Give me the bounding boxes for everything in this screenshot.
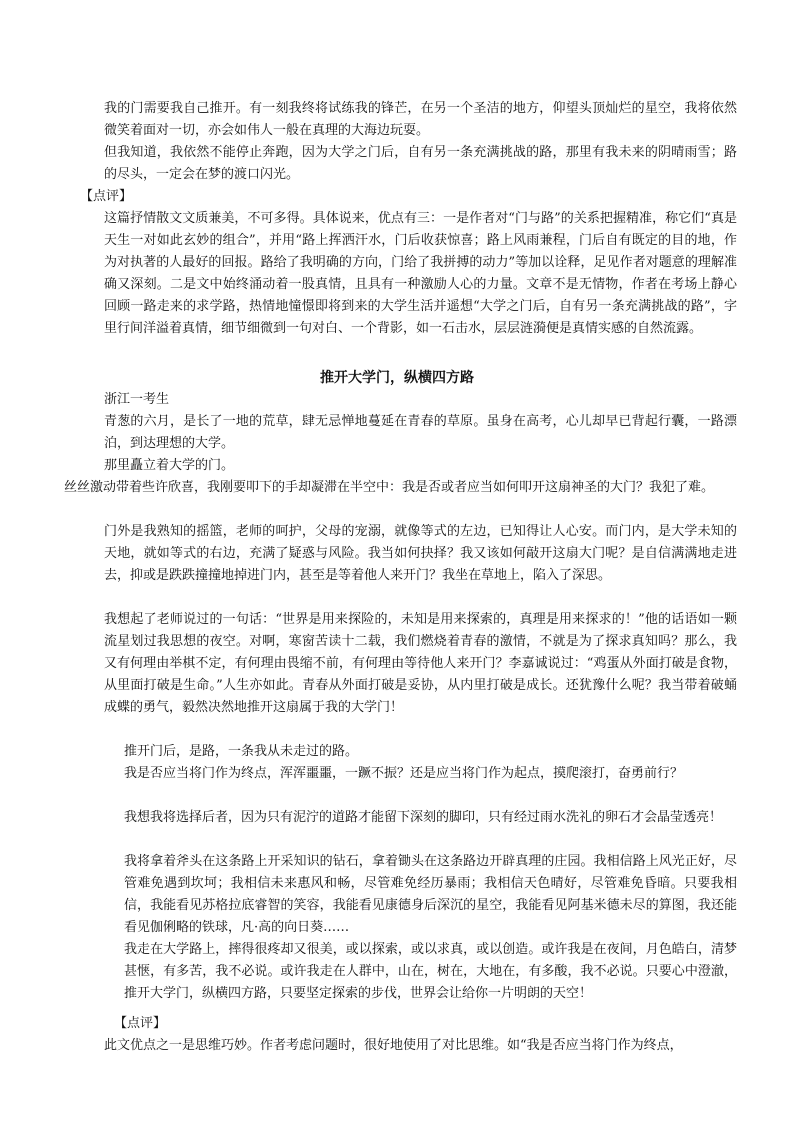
paragraph: 此文优点之一是思维巧妙。作者考虑问题时，很好地使用了对比思维。如“我是否应当将门作为终点，: [104, 1038, 683, 1053]
paragraph: 门外是我熟知的摇篮，老师的呵护，父母的宠溺，就像等式的左边，已知得让人心安。而门内，是大学未知的天地，就如等式的右边，充满了疑惑与风险。我当如何抉择？我又该如何敲开这扇大门呢？是自信满满地走进去，抑或是跌跌撞撞地掉进门内，甚至是等着他人来开门？我坐在草地上，陷入了深思。: [104, 524, 737, 583]
paragraph: 这篇抒情散文文质兼美，不可多得。具体说来，优点有三：一是作者对“门与路”的关系把握精准，称它们“真是天生一对如此玄妙的组合”，并用“路上挥洒汗水，门后收获惊喜；路上风雨兼程，门后自有既定的目的地，作为对执著的人最好的回报。路给了我明确的方向，门给了我拼搏的动力”等加以诠释，足见作者对题意的理解准确又深刻。二是文中始终涌动着一股真情，且具有一种激励人心的力量。文章不是无情物，作者在考场上静心回顾一路走来的求学路，热情地憧憬即将到来的大学生活并遥想“大学之门后，自有另一条充满挑战的路”，字里行间洋溢着真情，细节细微到一句对白、一个背影，如一石击水，层层涟漪便是真情实感的自然流露。: [104, 211, 737, 336]
comment-heading: 【点评】: [80, 189, 133, 204]
paragraph: 那里矗立着大学的门。: [104, 458, 235, 473]
paragraph: 我想我将选择后者，因为只有泥泞的道路才能留下深刻的脚印，只有经过雨水洗礼的卵石才会晶莹透亮！: [124, 810, 723, 825]
paragraph: 我的门需要我自己推开。有一刻我终将试练我的锋芒，在另一个圣洁的地方，仰望头顶灿烂的星空，我将依然微笑着面对一切，亦会如伟人一般在真理的大海边玩耍。: [104, 101, 737, 138]
paragraph: 我是否应当将门作为终点，浑浑噩噩，一蹶不振？还是应当将门作为起点，摸爬滚打，奋勇前行？: [124, 766, 684, 781]
paragraph: 我想起了老师说过的一句话：“世界是用来探险的，未知是用来探索的，真理是用来探求的！”他的话语如一颗流星划过我思想的夜空。对啊，寒窗苦读十二载，我们燃烧着青春的激情，不就是为了探求真知吗？那么，我又有何理由举棋不定，有何理由畏缩不前，有何理由等待他人来开门？李嘉诚说过：“鸡蛋从外面打破是食物，从里面打破是生命。”人生亦如此。青春从外面打破是妥协，从内里打破是成长。还犹豫什么呢？我当带着破蛹成蝶的勇气，毅然决然地推开这扇属于我的大学门！: [104, 612, 737, 715]
comment-heading: 【点评】: [114, 1016, 167, 1031]
paragraph: 丝丝激动带着些许欣喜，我刚要叩下的手却凝滞在半空中：我是否或者应当如何叩开这扇神圣的大门？我犯了难。: [64, 480, 715, 495]
essay-title: 推开大学门，纵横四方路: [320, 370, 474, 386]
author-line: 浙江一考生: [104, 392, 170, 407]
paragraph: 我走在大学路上，摔得很疼却又很美，或以探索，或以求真，或以创造。或许我是在夜间，月色皓白，清梦甚惬，有多苦，我不必说。或许我走在人群中，山在，树在，大地在，有多酸，我不必说。只要心中澄澈，推开大学门，纵横四方路，只要坚定探索的步伐，世界会让给你一片明朗的天空！: [124, 942, 737, 1001]
paragraph: 但我知道，我依然不能停止奔跑，因为大学之门后，自有另一条充满挑战的路，那里有我未来的阴晴雨雪；路的尽头，一定会在梦的渡口闪光。: [104, 145, 737, 182]
paragraph: 推开门后，是路，一条我从未走过的路。: [124, 744, 359, 759]
paragraph: 我将拿着斧头在这条路上开采知识的钻石，拿着锄头在这条路边开辟真理的庄园。我相信路上风光正好，尽管难免遇到坎坷；我相信未来惠风和畅，尽管难免经历暴雨；我相信天色晴好，尽管难免昏暗。只要我相信，我能看见苏格拉底睿智的笑容，我能看见康德身后深沉的星空，我能看见阿基米德未尽的算图，我还能看见伽俐略的铁球，凡·高的向日葵……: [124, 854, 737, 935]
paragraph: 青葱的六月，是长了一地的荒草，肆无忌惮地蔓延在青春的草原。虽身在高考，心儿却早已背起行囊，一路漂泊，到达理想的大学。: [104, 414, 737, 451]
